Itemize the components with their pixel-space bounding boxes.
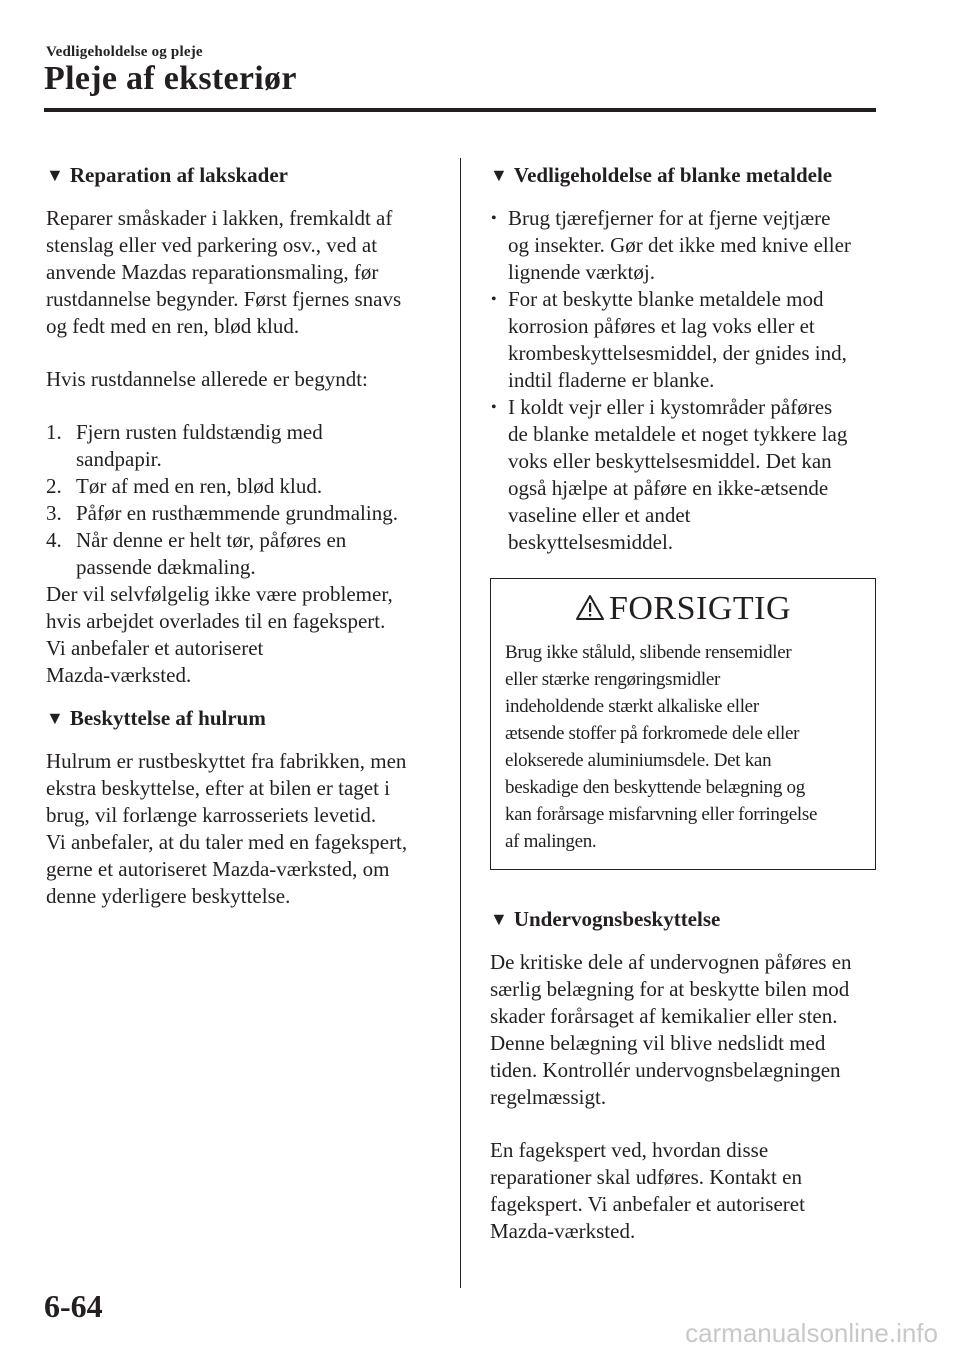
page-number: 6-64 bbox=[44, 1288, 103, 1324]
text-line: For at beskytte blanke metaldele mod bbox=[508, 287, 824, 311]
text-line: Reparer småskader i lakken, fremkaldt af bbox=[46, 206, 393, 230]
text-line: krombeskyttelsesmiddel, der gnides ind, bbox=[508, 341, 847, 365]
caution-text bbox=[505, 639, 861, 855]
text-line: indtil fladerne er blanke. bbox=[508, 368, 715, 392]
text-line: fagekspert. Vi anbefaler et autoriseret bbox=[490, 1192, 805, 1216]
text-line: ætsende stoffer på forkromede dele eller bbox=[505, 723, 800, 744]
warning-triangle-icon bbox=[575, 594, 605, 621]
section-title: Beskyttelse af hulrum bbox=[69, 706, 266, 730]
text-line: af malingen. bbox=[505, 831, 597, 852]
text-line: Mazda-værksted. bbox=[46, 663, 192, 687]
text-line: elokserede aluminiumsdele. Det kan bbox=[505, 750, 772, 771]
text-line: ekstra beskyttelse, efter at bilen er taget i bbox=[46, 776, 391, 800]
text-line: lignende værktøj. bbox=[508, 260, 655, 284]
text-line: de blanke metaldele et noget tykkere lag bbox=[508, 422, 848, 446]
list-item bbox=[490, 286, 880, 394]
paragraph bbox=[46, 205, 442, 340]
section-title: Vedligeholdelse af blanke metaldele bbox=[513, 163, 833, 187]
section-heading-cavity-protection bbox=[46, 701, 442, 736]
text-line: Når denne er helt tør, påføres en bbox=[76, 528, 347, 552]
triangle-marker-icon: ▼ bbox=[46, 165, 64, 185]
paragraph bbox=[490, 1137, 880, 1245]
text-line: og fedt med en ren, blød klud. bbox=[46, 314, 300, 338]
list-item bbox=[490, 205, 880, 286]
text-line: tiden. Kontrollér undervognsbelægningen bbox=[490, 1058, 841, 1082]
section-title: Undervognsbeskyttelse bbox=[513, 907, 721, 931]
section-heading-underbody bbox=[490, 902, 880, 937]
text-line: indeholdende stærkt alkaliske eller bbox=[505, 696, 759, 717]
right-column bbox=[490, 158, 880, 1245]
text-line: Hulrum er rustbeskyttet fra fabrikken, men bbox=[46, 749, 407, 773]
text-line: kan forårsage misfarvning eller forringelse bbox=[505, 804, 818, 825]
paragraph: Hvis rustdannelse allerede er begyndt: bbox=[46, 367, 368, 391]
step-number: 2. bbox=[46, 474, 62, 498]
list-item bbox=[46, 500, 442, 527]
text-line: reparationer skal udføres. Kontakt en bbox=[490, 1165, 802, 1189]
page-title: Pleje af eksteriør bbox=[44, 60, 297, 97]
text-line: sandpapir. bbox=[76, 447, 162, 471]
text-line: særlig belægning for at beskytte bilen mod bbox=[490, 977, 850, 1001]
text-line: også hjælpe at påføre en ikke-ætsende bbox=[508, 476, 829, 500]
text-line: Tør af med en ren, blød klud. bbox=[76, 474, 323, 498]
text-line: Der vil selvfølgelig ikke være problemer, bbox=[46, 582, 393, 606]
text-line: og insekter. Gør det ikke med knive eller bbox=[508, 233, 851, 257]
text-line: denne yderligere beskyttelse. bbox=[46, 884, 291, 908]
bullet-icon: • bbox=[491, 291, 497, 308]
text-line: beskyttelsesmiddel. bbox=[508, 530, 674, 554]
numbered-steps bbox=[46, 419, 442, 581]
text-line: gerne et autoriseret Mazda-værksted, om bbox=[46, 857, 390, 881]
left-column bbox=[46, 158, 442, 910]
text-line: hvis arbejdet overlades til en fagekspert. bbox=[46, 609, 386, 633]
caution-box bbox=[490, 578, 876, 870]
triangle-marker-icon: ▼ bbox=[490, 165, 508, 185]
text-line: Fjern rusten fuldstændig med bbox=[76, 420, 323, 444]
text-line: brug, vil forlænge karrosseriets levetid. bbox=[46, 803, 377, 827]
text-line: stenslag eller ved parkering osv., ved at bbox=[46, 233, 378, 257]
section-title: Reparation af lakskader bbox=[69, 163, 289, 187]
section-heading-paint-repair bbox=[46, 158, 442, 193]
paragraph bbox=[46, 581, 442, 689]
text-line: Påfør en rusthæmmende grundmaling. bbox=[76, 501, 398, 525]
triangle-marker-icon: ▼ bbox=[46, 708, 64, 728]
text-line: Vi anbefaler et autoriseret bbox=[46, 636, 264, 660]
step-number: 4. bbox=[46, 528, 62, 552]
caution-heading bbox=[505, 589, 861, 629]
text-line: I koldt vejr eller i kystområder påføres bbox=[508, 395, 833, 419]
paragraph bbox=[490, 949, 880, 1111]
section-heading-metal-parts bbox=[490, 158, 880, 193]
list-item bbox=[46, 473, 442, 500]
text-line: vaseline eller et andet bbox=[508, 503, 691, 527]
text-line: beskadige den beskyttende belægning og bbox=[505, 777, 805, 798]
text-line: korrosion påføres et lag voks eller et bbox=[508, 314, 815, 338]
column-divider bbox=[460, 158, 461, 1288]
triangle-marker-icon: ▼ bbox=[490, 909, 508, 929]
step-number: 3. bbox=[46, 501, 62, 525]
text-line: anvende Mazdas reparationsmaling, før bbox=[46, 260, 379, 284]
text-line: Vi anbefaler, at du taler med en fagekspert, bbox=[46, 830, 408, 854]
text-line: Brug tjærefjerner for at fjerne vejtjære bbox=[508, 206, 831, 230]
bullet-icon: • bbox=[491, 399, 497, 416]
text-line: eller stærke rengøringsmidler bbox=[505, 669, 721, 690]
paragraph bbox=[46, 748, 442, 910]
text-line: Mazda-værksted. bbox=[490, 1219, 636, 1243]
text-line: skader forårsaget af kemikalier eller sten. bbox=[490, 1004, 838, 1028]
text-line: regelmæssigt. bbox=[490, 1085, 607, 1109]
text-line: Brug ikke ståluld, slibende rensemidler bbox=[505, 642, 792, 663]
list-item bbox=[490, 394, 880, 556]
watermark: carmanualsonline.info bbox=[685, 1318, 938, 1348]
header-divider bbox=[44, 108, 876, 112]
text-line: En fagekspert ved, hvordan disse bbox=[490, 1138, 769, 1162]
list-item bbox=[46, 527, 442, 581]
caution-label: FORSIGTIG bbox=[608, 590, 792, 627]
bullet-list bbox=[490, 205, 880, 556]
text-line: rustdannelse begynder. Først fjernes snavs bbox=[46, 287, 402, 311]
text-line: Denne belægning vil blive nedslidt med bbox=[490, 1031, 826, 1055]
bullet-icon: • bbox=[491, 210, 497, 227]
section-label: Vedligeholdelse og pleje bbox=[46, 44, 203, 60]
list-item bbox=[46, 419, 442, 473]
step-number: 1. bbox=[46, 420, 62, 444]
text-line: passende dækmaling. bbox=[76, 555, 256, 579]
text-line: voks eller beskyttelsesmiddel. Det kan bbox=[508, 449, 832, 473]
text-line: De kritiske dele af undervognen påføres en bbox=[490, 950, 852, 974]
